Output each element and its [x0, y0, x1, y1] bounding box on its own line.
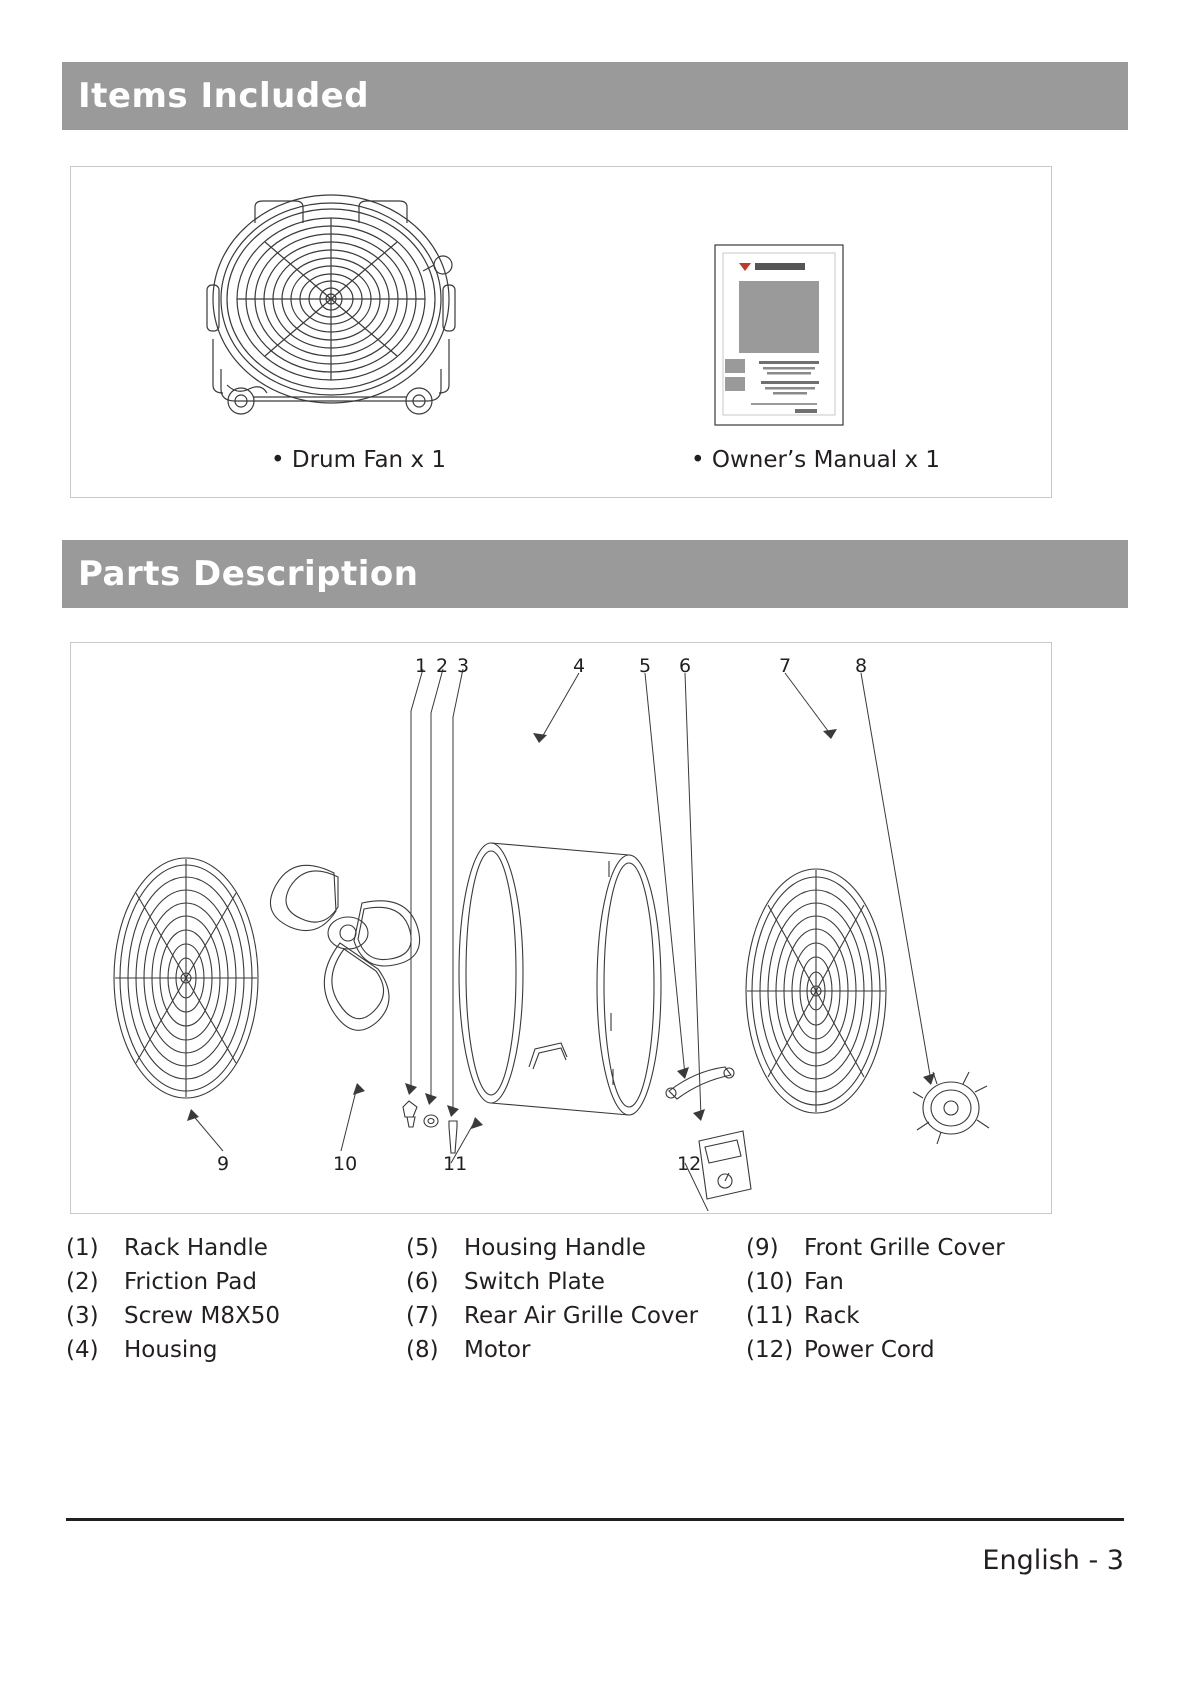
part-item: [746, 1232, 1086, 1264]
callout-8: 8: [855, 655, 868, 677]
part-label: Rear Air Grille Cover: [464, 1303, 699, 1329]
part-label: Fan: [804, 1269, 844, 1295]
exploded-parts-diagram: [71, 643, 1049, 1211]
part-item: [406, 1266, 746, 1298]
callout-3: 3: [457, 655, 470, 677]
owners-manual-illustration: [711, 241, 851, 431]
part-number: (1): [66, 1235, 99, 1261]
part-number: (11): [746, 1303, 794, 1329]
callout-5: 5: [639, 655, 652, 677]
parts-diagram-panel: [70, 642, 1052, 1214]
part-item: [746, 1300, 1086, 1332]
part-number: (12): [746, 1337, 794, 1363]
page-footer-label: English - 3: [982, 1545, 1124, 1576]
part-label: Screw M8X50: [124, 1303, 280, 1329]
callout-7: 7: [779, 655, 792, 677]
part-label: Power Cord: [804, 1337, 935, 1363]
part-item: [406, 1232, 746, 1264]
callout-1: 1: [415, 655, 428, 677]
parts-column-3: [746, 1232, 1086, 1368]
part-item: [406, 1300, 746, 1332]
callout-12: 12: [677, 1153, 702, 1175]
part-label: Motor: [464, 1337, 531, 1363]
callout-2: 2: [436, 655, 449, 677]
callout-10: 10: [333, 1153, 358, 1175]
callout-4: 4: [573, 655, 586, 677]
part-label: Housing: [124, 1337, 218, 1363]
callout-9: 9: [217, 1153, 230, 1175]
part-label: Rack Handle: [124, 1235, 268, 1261]
callout-6: 6: [679, 655, 692, 677]
part-item: [66, 1266, 406, 1298]
section-header-items-included: Items Included: [62, 62, 1128, 130]
part-item: [746, 1266, 1086, 1298]
part-number: (3): [66, 1303, 99, 1329]
parts-column-1: [66, 1232, 406, 1368]
part-label: Friction Pad: [124, 1269, 257, 1295]
part-number: (9): [746, 1235, 779, 1261]
part-item: [66, 1300, 406, 1332]
part-item: [66, 1334, 406, 1366]
callout-11: 11: [443, 1153, 468, 1175]
part-number: (4): [66, 1337, 99, 1363]
part-item: [66, 1232, 406, 1264]
drum-fan-illustration: [191, 189, 471, 429]
part-number: (7): [406, 1303, 439, 1329]
part-label: Housing Handle: [464, 1235, 646, 1261]
item-caption-owners-manual: • Owner’s Manual x 1: [691, 447, 941, 473]
part-number: (8): [406, 1337, 439, 1363]
part-number: (10): [746, 1269, 794, 1295]
part-label: Front Grille Cover: [804, 1235, 1005, 1261]
parts-legend: [66, 1232, 1096, 1368]
part-number: (2): [66, 1269, 99, 1295]
part-label: Rack: [804, 1303, 860, 1329]
section-header-parts-description: Parts Description: [62, 540, 1128, 608]
items-included-panel: [70, 166, 1052, 498]
part-item: [406, 1334, 746, 1366]
part-item: [746, 1334, 1086, 1366]
footer-divider: [66, 1518, 1124, 1521]
part-number: (6): [406, 1269, 439, 1295]
item-caption-drum-fan: • Drum Fan x 1: [271, 447, 446, 473]
part-number: (5): [406, 1235, 439, 1261]
part-label: Switch Plate: [464, 1269, 605, 1295]
parts-column-2: [406, 1232, 746, 1368]
